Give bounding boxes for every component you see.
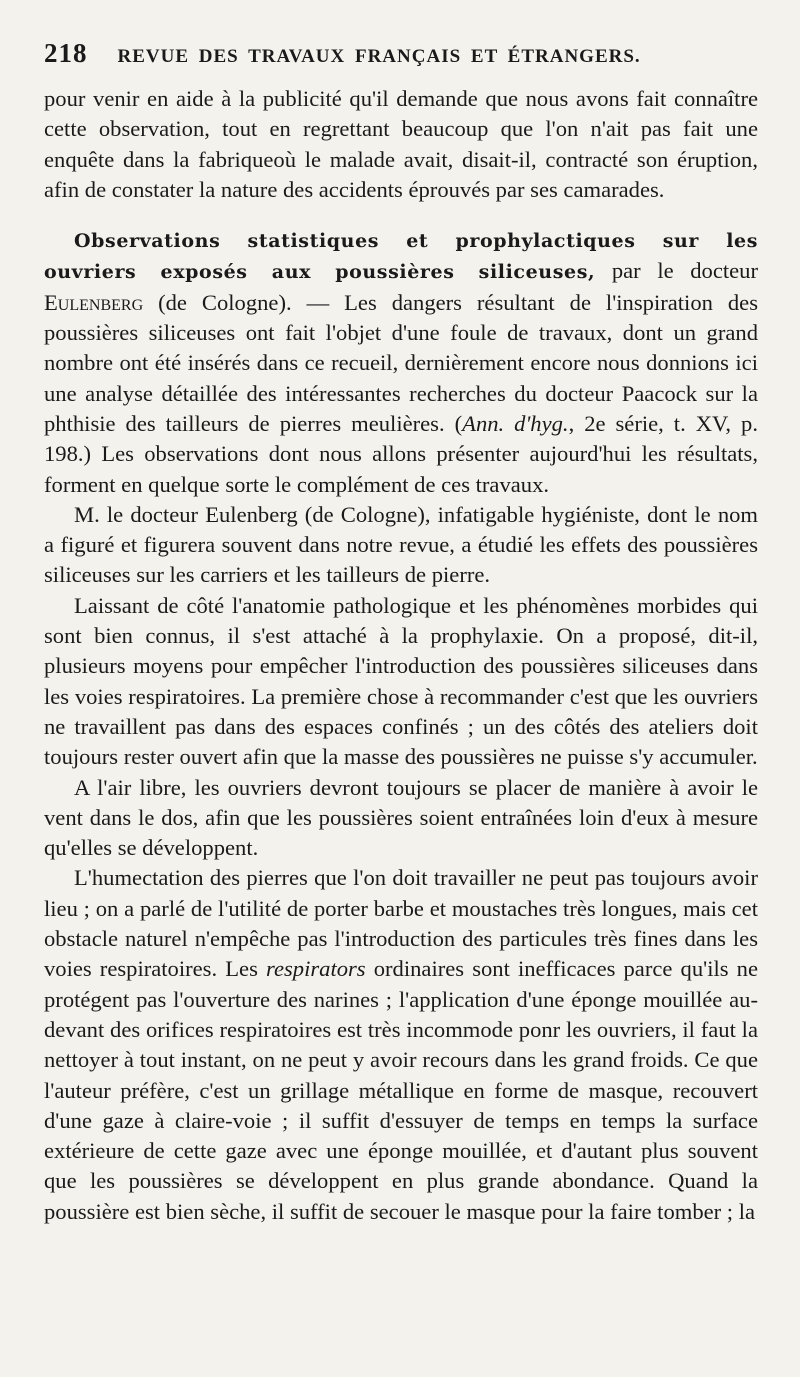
- paragraph-humectation: [44, 863, 758, 1227]
- respirators-term: respirators: [266, 956, 366, 982]
- section-text-a: (de Cologne). — Les dangers résultant de l'inspiration des poussières siliceuses ont fait l'objet d'une foule de travaux, dont un grand nombre ont été insérés dans ce recueil, dernièrement encore nous donnions ici une analyse détaillée des intéressantes recherches du docteur Paacock sur la phthisie des tailleurs de pierres meulières. (: [44, 289, 758, 436]
- section-text-b: , 2e série, t. XV, p. 198.) Les observations dont nous allons présenter aujourd'hui les résultats, forment en quelque sorte le complément de ces travaux.: [44, 410, 758, 497]
- humectation-text-a: L'humectation des pierres que l'on doit travailler ne peut pas toujours avoir lieu ; on a parlé de l'utilité de porter barbe et moustaches très longues, mais cet obstacle naturel n'empêche pas l'introduction des particules très fines dans les voies respiratoires. Les: [44, 865, 758, 982]
- page-header: [44, 38, 764, 78]
- running-head: REVUE DES TRAVAUX FRANÇAIS ET ÉTRANGERS.: [117, 46, 641, 67]
- humectation-text-b: ordinaires sont inefficaces parce qu'ils ne protégent pas l'ouverture des narines ; l'application d'une éponge mouillée au-devant des orifices respiratoires est très incommode ponr les ouvriers, il faut la nettoyer à tout instant, on ne peut y avoir recours dans les grand froids. Ce que l'auteur préfère, c'est un grillage métallique en forme de masque, recouvert d'une gaze à claire-voie ; il suffit d'essuyer de temps en temps la surface extérieure de cette gaze avec une éponge mouillée, et d'autant plus souvent que les poussières se développent en plus grande abondance. Quand la poussière est bien sèche, il suffit de secouer le masque pour la faire tomber ; la: [44, 956, 758, 1224]
- body-text: [44, 84, 758, 1227]
- paragraph-air-libre: A l'air libre, les ouvriers devront toujours se placer de manière à avoir le vent dans le dos, afin que les poussières soient entraînées loin d'eux à mesure qu'elles se développent.: [44, 774, 758, 861]
- paragraph-prophylaxie: Laissant de côté l'anatomie pathologique et les phénomènes morbides qui sont bien connus, il s'est attaché à la prophylaxie. On a proposé, dit-il, plusieurs moyens pour empêcher l'introduction des poussières siliceuses dans les voies respiratoires. La première chose à recommander c'est que les ouvriers ne travaillent pas dans des espaces confinés ; un des côtés des ateliers doit toujours rester ouvert afin que la masse des poussières ne puisse s'y accumuler.: [44, 592, 758, 770]
- page-number: 218: [44, 38, 88, 68]
- author-name: Eulenberg: [44, 289, 144, 315]
- citation-journal: Ann. d'hyg.: [462, 410, 569, 436]
- paragraph-eulenberg: M. le docteur Eulenberg (de Cologne), infatigable hygiéniste, dont le nom a figuré et figurera souvent dans notre revue, a étudié les effets des poussières siliceuses sur les carriers et les tailleurs de pierre.: [44, 501, 758, 588]
- section-heading: Observations statistiques et prophylactiques sur les ouvriers exposés aux poussières siliceuses,: [44, 230, 758, 284]
- paragraph-continuation: pour venir en aide à la publicité qu'il demande que nous avons fait connaître cette observation, tout en regrettant beaucoup que l'on n'ait pas fait une enquête dans la fabriqueoù le malade avait, disait-il, contracté son éruption, afin de constater la nature des accidents éprouvés par ses camarades.: [44, 86, 758, 202]
- heading-byline: par le docteur: [595, 258, 758, 284]
- section-paragraph: [44, 225, 758, 500]
